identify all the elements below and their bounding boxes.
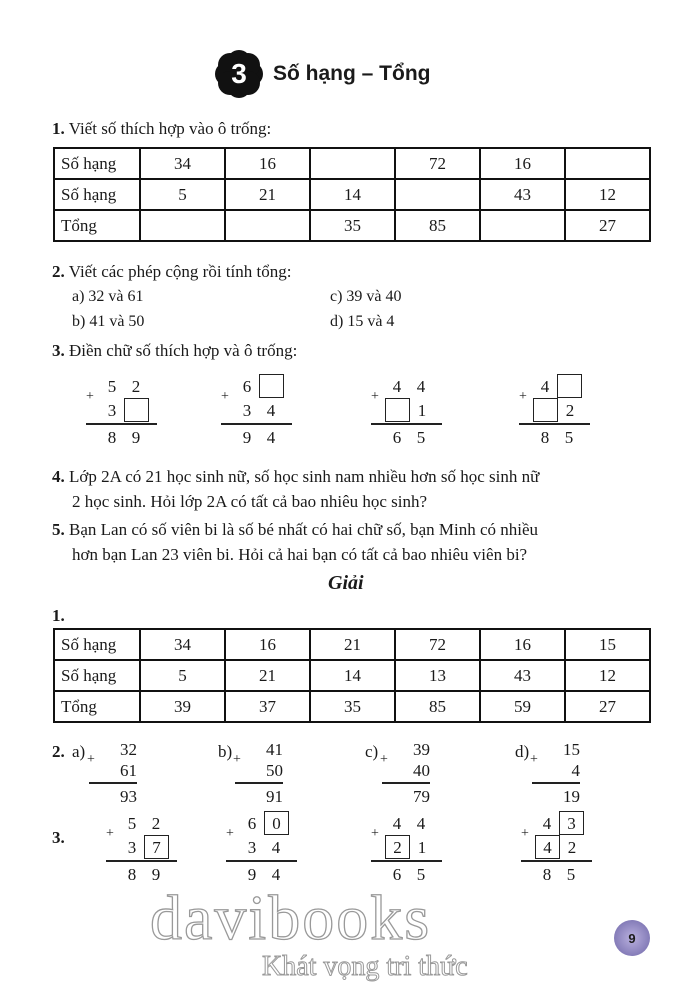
addend-row [120,811,169,835]
table-cell [225,210,310,241]
digit: 5 [107,376,117,396]
page-number: 9 [614,920,650,956]
addend-row [240,835,289,859]
plus-sign: + [521,826,529,841]
sum: 19 [563,786,580,806]
sum-line [371,860,442,862]
digit: 4 [392,376,402,396]
digit: 9 [242,428,252,447]
addend: 32 [120,740,137,759]
exercise-text: Viết các phép cộng rồi tính tổng: [68,262,292,281]
exercise-number: 4. [52,467,65,486]
row-label: Số hạng [54,660,140,691]
table-row [54,179,650,210]
sum-label: d) [515,742,530,761]
digit: 5 [127,813,137,833]
addend: 4 [571,761,580,780]
digit-box [385,398,410,422]
digit: 5 [564,428,574,447]
exercise-text: Bạn Lan có số viên bi là số bé nhất có hai chữ số, bạn Minh có nhiều [69,520,539,539]
addend: 15 [563,740,580,759]
flower-number-icon [215,50,263,98]
sum-line [235,782,283,784]
table-cell: 5 [140,660,225,691]
plus-sign: + [87,752,95,767]
vertical-sum [530,739,580,807]
table-cell: 14 [310,660,395,691]
exercise-4 [52,464,539,514]
addend-row [240,811,289,835]
sum-label: b) [218,742,233,761]
table-cell: 34 [140,629,225,660]
plus-sign: + [226,826,234,841]
plus-sign: + [530,752,538,767]
exercise-text: hơn bạn Lan 23 viên bi. Hỏi cả hai bạn có tất cả bao nhiêu viên bi? [72,545,528,564]
table-cell: 34 [140,148,225,179]
table-cell: 27 [565,210,650,241]
digit: 5 [566,865,576,884]
digit-box: 4 [535,835,560,859]
lesson-number: 3 [231,58,247,89]
table-cell: 21 [310,629,395,660]
digit: 5 [416,428,426,447]
digit: 2 [151,813,161,833]
digit: 5 [416,865,426,884]
exercise-text: Điền chữ số thích hợp và ô trống: [69,341,298,360]
digit-box [557,374,582,398]
sum-line [89,782,137,784]
lesson-title: Số hạng – Tổng [273,62,431,85]
answer-2-label: 2. [52,742,65,761]
exercise-2-prompt [52,262,291,282]
table-cell: 15 [565,629,650,660]
exercise-3-prompt [52,341,297,361]
addend-row [533,374,582,398]
answer-1-label: 1. [52,606,65,625]
digit: 9 [151,865,161,884]
digit: 4 [416,813,426,833]
table-cell [140,210,225,241]
sum-label: a) [72,742,86,761]
row-label: Tổng [54,691,140,722]
table-cell: 16 [480,148,565,179]
table-cell: 16 [480,629,565,660]
vertical-sum [87,739,137,807]
column-addition-problem [371,811,434,887]
answer-3-label: 3. [52,828,65,847]
exercise-5 [52,517,538,567]
row-label: Số hạng [54,148,140,179]
digit: 6 [392,428,402,447]
digit: 1 [417,400,427,420]
sum-line [221,423,292,425]
addend-row [235,398,284,422]
table-cell [310,148,395,179]
sum-row [385,426,434,450]
table-cell: 59 [480,691,565,722]
table-cell: 12 [565,179,650,210]
addend: 41 [266,740,283,759]
digit: 4 [542,813,552,833]
sum: 93 [120,786,137,806]
table-cell: 43 [480,660,565,691]
row-label: Số hạng [54,179,140,210]
table-row [54,691,650,722]
addend-row [385,835,434,859]
table-cell: 35 [310,691,395,722]
column-addition-problem [221,374,284,450]
exercise-number: 1. [52,119,65,138]
plus-sign: + [371,826,379,841]
digit: 2 [565,400,575,420]
table-cell [395,179,480,210]
digit: 3 [107,400,117,420]
watermark-slogan: Khát vọng tri thức [262,951,468,982]
vertical-sum [380,739,430,807]
table-cell: 16 [225,148,310,179]
sum-row [535,863,584,887]
sum-line [371,423,442,425]
sum-row [100,426,149,450]
plus-sign: + [86,389,94,404]
exercise-number: 5. [52,520,65,539]
column-addition-problem [521,811,584,887]
addend-row [385,374,434,398]
exercise-2-item: c) 39 và 40 [330,288,402,305]
table-cell: 21 [225,179,310,210]
exercise-number: 3. [52,341,65,360]
exercise-text: Viết số thích hợp vào ô trống: [68,119,272,138]
digit-box [124,398,149,422]
addend-row [535,835,584,859]
table-cell: 16 [225,629,310,660]
addend-row [235,374,284,398]
addend: 40 [413,761,430,780]
sum-line [521,860,592,862]
sum-line [532,782,580,784]
plus-sign: + [519,389,527,404]
column-addition-problem [226,811,289,887]
digit: 4 [416,376,426,396]
sum-label: c) [365,742,379,761]
table-cell: 14 [310,179,395,210]
exercise-2-item: d) 15 và 4 [330,313,395,330]
column-addition-problem [371,374,434,450]
digit-box: 2 [385,835,410,859]
digit: 8 [107,428,117,447]
column-addition-problem [519,374,582,450]
sum: 91 [266,786,283,806]
digit: 8 [542,865,552,884]
table-cell: 43 [480,179,565,210]
digit: 3 [127,837,137,857]
digit: 9 [247,865,257,884]
digit: 3 [242,400,252,420]
exercise-2-item: b) 41 và 50 [72,313,145,330]
lesson-header [215,50,431,98]
sum-row [533,426,582,450]
table-cell [565,148,650,179]
addend-row [385,398,434,422]
exercise-1-table [53,147,651,242]
digit-box [533,398,558,422]
addend-row [535,811,584,835]
table-cell: 13 [395,660,480,691]
table-cell: 5 [140,179,225,210]
digit-box: 3 [559,811,584,835]
table-cell: 72 [395,629,480,660]
exercise-text: 2 học sinh. Hỏi lớp 2A có tất cả bao nhiêu học sinh? [72,492,428,511]
table-cell: 72 [395,148,480,179]
plus-sign: + [371,389,379,404]
watermark-brand: davibooks [150,882,432,953]
addend: 50 [266,761,283,780]
digit: 8 [127,865,137,884]
addend-row [120,835,169,859]
digit: 2 [567,837,577,857]
digit: 3 [247,837,257,857]
plus-sign: + [233,752,241,767]
table-row [54,660,650,691]
plus-sign: + [380,752,388,767]
digit: 8 [540,428,550,447]
digit: 6 [247,813,257,833]
table-cell: 27 [565,691,650,722]
digit: 4 [271,837,281,857]
addend: 61 [120,761,137,780]
column-addition-problem [106,811,169,887]
addend-row [533,398,582,422]
table-row [54,210,650,241]
table-row [54,629,650,660]
plus-sign: + [106,826,114,841]
addend-row [100,398,149,422]
table-cell: 39 [140,691,225,722]
digit: 4 [271,865,281,884]
solution-heading: Giải [328,572,364,594]
exercise-text: Lớp 2A có 21 học sinh nữ, số học sinh nam nhiều hơn số học sinh nữ [69,467,540,486]
exercise-1-prompt [52,119,271,139]
plus-sign: + [221,389,229,404]
digit: 4 [266,400,276,420]
answer-1-table [53,628,651,723]
digit: 6 [392,865,402,884]
table-cell: 35 [310,210,395,241]
digit: 2 [131,376,141,396]
table-cell: 21 [225,660,310,691]
table-cell: 85 [395,691,480,722]
sum-line [519,423,590,425]
row-label: Số hạng [54,629,140,660]
exercise-number: 2. [52,262,65,281]
column-addition-problem [86,374,149,450]
digit: 4 [392,813,402,833]
table-row [54,148,650,179]
digit-box [259,374,284,398]
table-cell [480,210,565,241]
addend-row [385,811,434,835]
digit: 6 [242,376,252,396]
vertical-sum [233,739,283,807]
table-cell: 37 [225,691,310,722]
addend-row [100,374,149,398]
addend: 39 [413,740,430,759]
digit-box: 0 [264,811,289,835]
digit: 1 [417,837,427,857]
sum-line [382,782,430,784]
digit: 4 [266,428,276,447]
sum-line [86,423,157,425]
digit: 9 [131,428,141,447]
table-cell: 85 [395,210,480,241]
sum-row [235,426,284,450]
sum: 79 [413,786,430,806]
row-label: Tổng [54,210,140,241]
exercise-2-item: a) 32 và 61 [72,288,144,305]
sum-line [106,860,177,862]
sum-line [226,860,297,862]
digit: 4 [540,376,550,396]
digit-box: 7 [144,835,169,859]
table-cell: 12 [565,660,650,691]
